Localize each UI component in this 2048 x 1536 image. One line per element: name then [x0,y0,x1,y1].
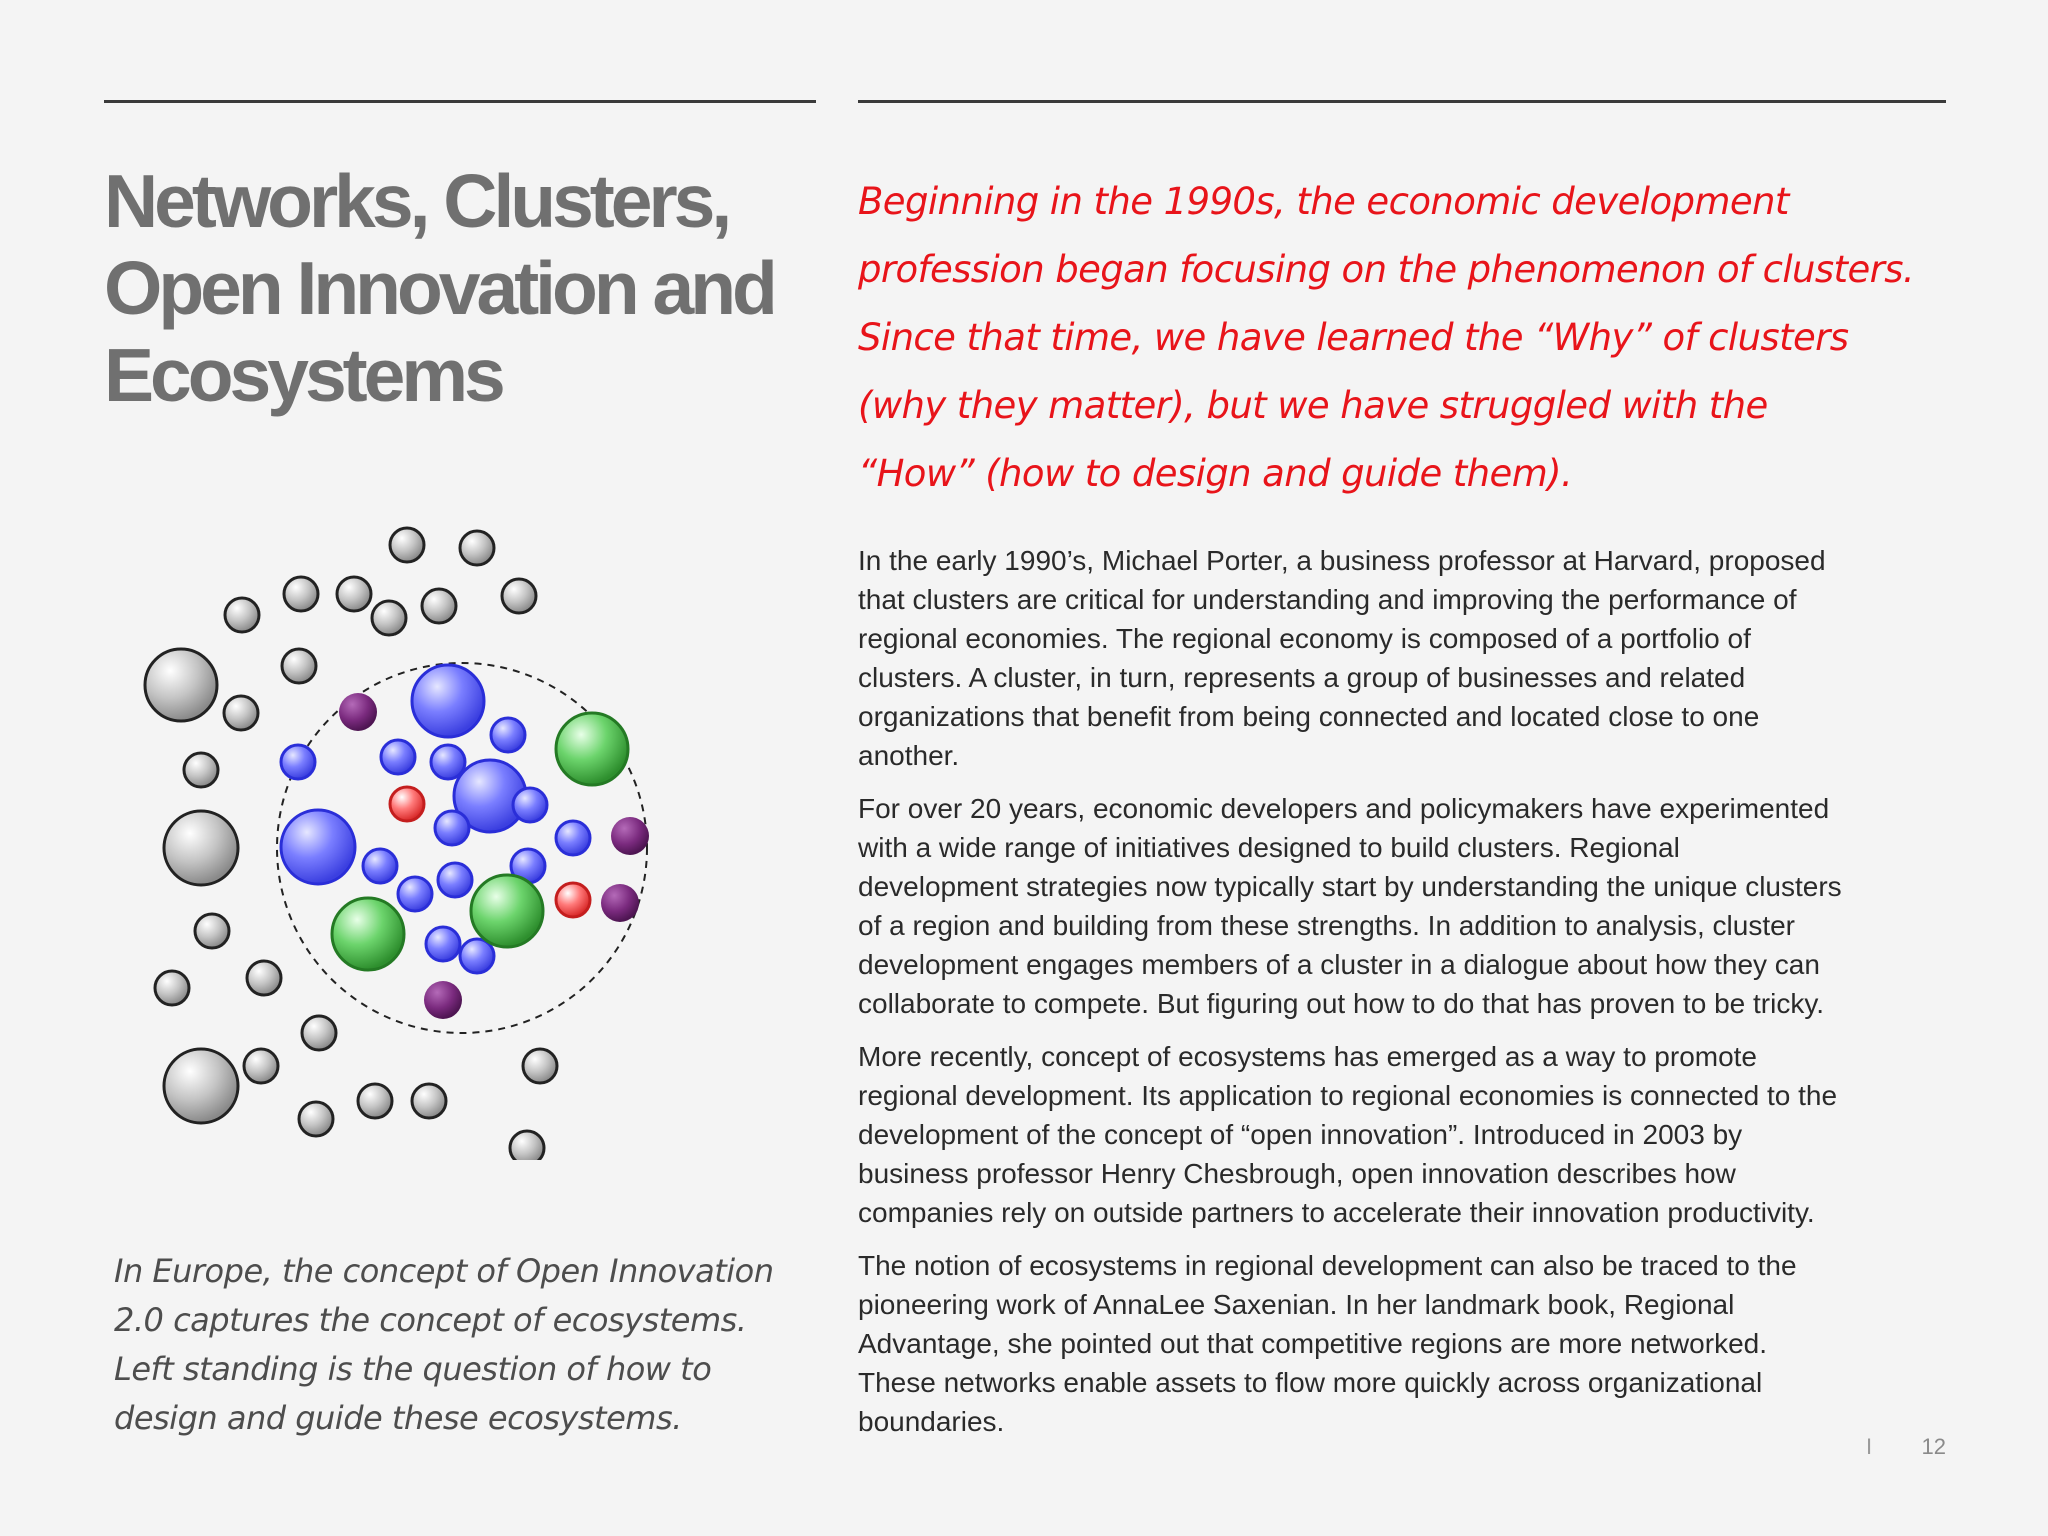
outside-node [282,649,316,683]
outside-node [372,601,406,635]
outside-node [247,961,281,995]
body-line: The notion of ecosystems in regional development can also be traced to the [858,1250,1797,1281]
body-paragraph [858,1037,1958,1232]
body-line: business professor Henry Chesbrough, open innovation describes how [858,1158,1736,1189]
page-title [104,158,824,419]
lead-line: Since that time, we have learned the “Why” of clusters [858,316,1849,359]
body-line: development engages members of a cluster in a dialogue about how they can [858,949,1820,980]
blue-node [460,939,494,973]
lead-line: (why they matter), but we have struggled with the [858,384,1768,427]
outside-node [284,577,318,611]
red-node [390,787,424,821]
outside-node [224,696,258,730]
purple-node [601,884,639,922]
green-node [332,898,404,970]
title-line: Ecosystems [104,333,502,417]
blue-node [435,811,469,845]
body-paragraph [858,789,1958,1023]
purple-node [611,817,649,855]
body-line: collaborate to compete. But figuring out how to do that has proven to be tricky. [858,988,1825,1019]
diagram-caption [114,1247,814,1443]
outside-node [164,811,238,885]
body-line: organizations that benefit from being connected and located close to one [858,701,1760,732]
page-separator: I [1866,1434,1873,1459]
blue-node [281,745,315,779]
blue-node [438,863,472,897]
ecosystem-cluster-diagram [130,510,670,1160]
outside-node [302,1016,336,1050]
outside-node [155,971,189,1005]
title-line: Open Innovation and [104,246,774,330]
body-line: Advantage, she pointed out that competitive regions are more networked. [858,1328,1767,1359]
caption-line: design and guide these ecosystems. [114,1399,682,1437]
body-text [858,541,1958,1455]
lead-quote [858,168,1978,508]
blue-node [363,849,397,883]
lead-line: profession began focusing on the phenomenon of clusters. [858,248,1915,291]
blue-node [513,788,547,822]
purple-node [339,693,377,731]
outside-node [460,531,494,565]
body-line: In the early 1990’s, Michael Porter, a business professor at Harvard, proposed [858,545,1826,576]
outside-node [390,528,424,562]
blue-node [412,665,484,737]
outside-node [510,1131,544,1160]
caption-line: In Europe, the concept of Open Innovation [114,1252,774,1290]
outside-node [502,579,536,613]
body-line: of a region and building from these strengths. In addition to analysis, cluster [858,910,1795,941]
blue-node [398,877,432,911]
red-node [556,883,590,917]
top-rule-right [858,100,1946,103]
body-line: with a wide range of initiatives designed to build clusters. Regional [858,832,1680,863]
caption-line: 2.0 captures the concept of ecosystems. [114,1301,747,1339]
body-line: that clusters are critical for understanding and improving the performance of [858,584,1797,615]
blue-node [381,740,415,774]
body-line: More recently, concept of ecosystems has emerged as a way to promote [858,1041,1758,1072]
lead-line: Beginning in the 1990s, the economic development [858,180,1789,223]
body-line: pioneering work of AnnaLee Saxenian. In her landmark book, Regional [858,1289,1735,1320]
blue-node [281,810,355,884]
outside-node [195,914,229,948]
blue-node [426,927,460,961]
outside-node [244,1049,278,1083]
body-line: companies rely on outside partners to accelerate their innovation productivity. [858,1197,1815,1228]
outside-node [412,1084,446,1118]
caption-line: Left standing is the question of how to [114,1350,712,1388]
blue-node [556,821,590,855]
body-line: development of the concept of “open innovation”. Introduced in 2003 by [858,1119,1743,1150]
outside-node [145,649,217,721]
outside-node [225,598,259,632]
outside-node [184,753,218,787]
purple-node [424,981,462,1019]
blue-node [491,718,525,752]
body-paragraph [858,1246,1958,1441]
body-line: another. [858,740,960,771]
outside-node [299,1102,333,1136]
top-rule-left [104,100,816,103]
outside-node [337,577,371,611]
body-line: regional economies. The regional economy is composed of a portfolio of [858,623,1751,654]
green-node [556,713,628,785]
body-line: For over 20 years, economic developers and policymakers have experimented [858,793,1830,824]
outside-node [164,1049,238,1123]
outside-node [422,589,456,623]
body-paragraph [858,541,1958,775]
blue-nodes [281,665,590,973]
page-number: 12 [1921,1434,1946,1459]
title-line: Networks, Clusters, [104,159,729,243]
body-line: development strategies now typically start by understanding the unique clusters [858,871,1842,902]
lead-line: “How” (how to design and guide them). [858,452,1573,495]
outside-node [358,1084,392,1118]
body-line: boundaries. [858,1406,1005,1437]
body-line: These networks enable assets to flow more quickly across organizational [858,1367,1763,1398]
body-line: clusters. A cluster, in turn, represents a group of businesses and related [858,662,1746,693]
green-node [471,875,543,947]
outside-node [523,1049,557,1083]
body-line: regional development. Its application to regional economies is connected to the [858,1080,1838,1111]
